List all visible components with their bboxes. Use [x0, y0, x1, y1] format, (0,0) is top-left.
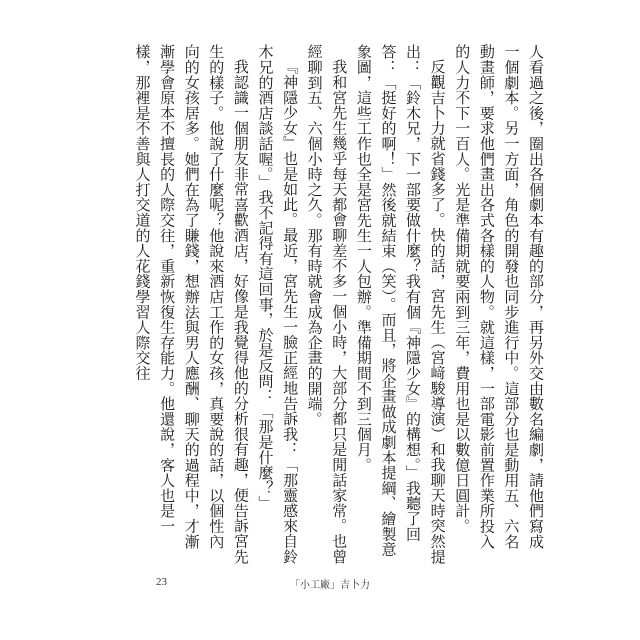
paragraph-3: 我和宮先生幾乎每天都會聊差不多一個小時，大部分都只是閒話家常。也曾經聊到五、六個小時之久。那有時就會成為企畫的開端。 — [305, 44, 349, 564]
page-number: 23 — [156, 576, 167, 588]
paragraph-5: 我認識一個朋友非常喜歡酒店，好像是我覺得他的分析很有趣，便告訴宮先生的樣子。他說了什麼呢？他說來酒店工作的女孩，真要說的話，以個性內向的女孩居多。她們在為了賺錢，想辦法與男人應酬、聊天的過程中，才漸漸學會原本不擅長的人際交往，重新恢復生存能力。他還說，客人也是一樣，那裡是不善與人打交道的人花錢學習人際交往 — [133, 44, 250, 564]
body-text — [133, 44, 548, 564]
paragraph-4: 『神隱少女』也是如此。最近，宮先生一臉正經地告訴我：「那靈感來自鈴木兄的酒店談話喔。」我不記得有這回事，於是反問：「那是什麼？」 — [256, 44, 300, 564]
running-title: 「小工廠」吉卜力 — [290, 580, 370, 591]
paragraph-2: 反觀吉卜力就省錢多了。快的話，宮先生（宮﨑駿導演）和我聊天時突然提出：「鈴木兄，下一部要做什麼？我有個『神隱少女』的構想。」我聽了回答：「挺好的啊！」然後就結束（笑）。而且，將企畫做成劇本提綱、繪製意象圖，這些工作也全是宮先生一人包辦。準備期間不到三個月。 — [354, 44, 447, 564]
paragraph-1: 人看過之後，圈出各個劇本有趣的部分，再另外交由數名編劇，請他們寫成一個劇本。另一方面，角色的開發也同步進行中。這部分也是動用五、六名動畫師，要求他們畫出各式各樣的人物。就這樣，一部電影前置作業所投入的人力不下一百人。光是準備期就要兩到三年，費用也是以數億日圓計。 — [453, 44, 545, 549]
